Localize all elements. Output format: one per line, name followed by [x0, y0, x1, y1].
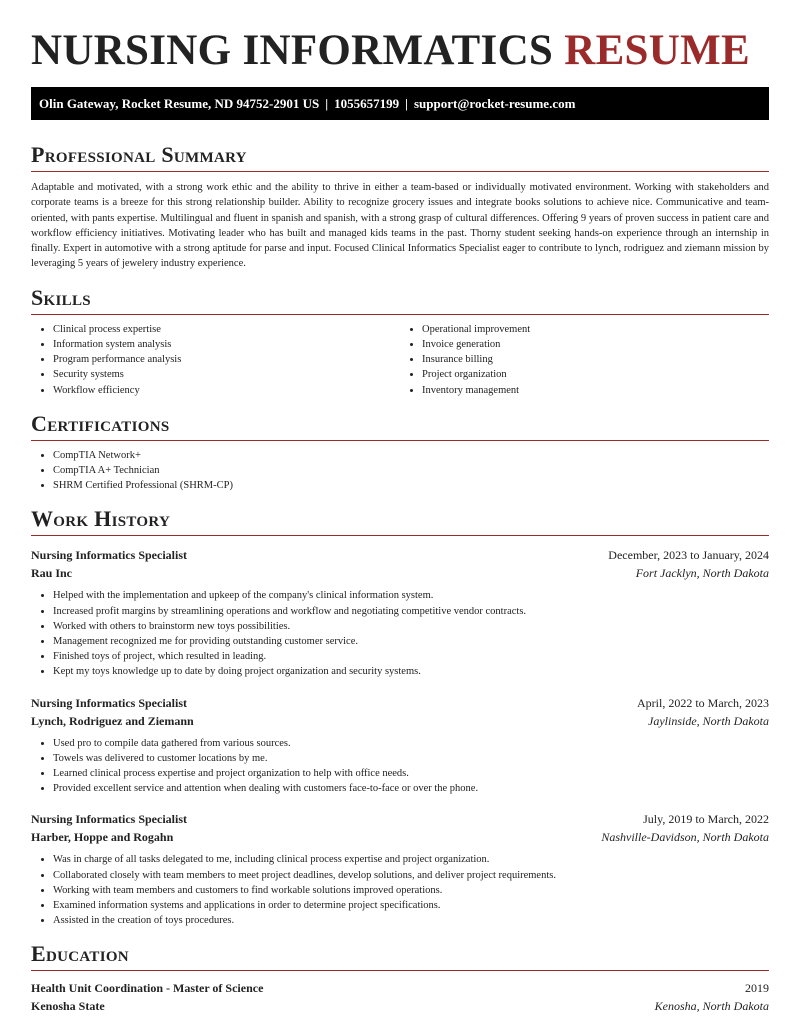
- job-duties: [31, 736, 769, 797]
- title-main: NURSING INFORMATICS: [31, 27, 554, 74]
- education-header-row: [31, 979, 769, 997]
- job-dates: July, 2019 to March, 2022: [643, 812, 769, 827]
- job-dates: April, 2022 to March, 2023: [637, 695, 769, 710]
- job-location: Fort Jacklyn, North Dakota: [635, 566, 769, 581]
- job-duty: • Towels was delivered to customer locations by me.: [53, 751, 769, 766]
- education-entry: [31, 979, 769, 1015]
- job-company-row: [31, 828, 769, 846]
- job-duty: • Learned clinical process expertise and project organization to help with office needs.: [53, 766, 769, 781]
- title-accent: RESUME: [564, 27, 750, 74]
- job-location: Nashville-Davidson, North Dakota: [601, 830, 769, 845]
- education-year: 2019: [745, 981, 769, 996]
- skill-item: • Information system analysis: [53, 337, 400, 352]
- job-duties: [31, 852, 769, 928]
- skills-grid: [31, 315, 769, 398]
- certifications-list: [31, 448, 769, 494]
- skill-item: • Program performance analysis: [53, 352, 400, 367]
- summary-section: [31, 142, 769, 272]
- job-header-row: [31, 810, 769, 828]
- job-duty: • Kept my toys knowledge up to date by doing project organization and security systems.: [53, 664, 769, 679]
- contact-address: Olin Gateway, Rocket Resume, ND 94752-2901 US: [39, 96, 320, 111]
- resume-title: [31, 0, 769, 75]
- job-title: Nursing Informatics Specialist: [31, 812, 187, 827]
- contact-phone: 1055657199: [334, 96, 400, 111]
- education-school: Kenosha State: [31, 999, 105, 1014]
- job-location: Jaylinside, North Dakota: [648, 713, 769, 728]
- job-company: Harber, Hoppe and Rogahn: [31, 830, 174, 845]
- job-duty: • Was in charge of all tasks delegated to me, including clinical process expertise and project organization.: [53, 852, 769, 867]
- summary-text: Adaptable and motivated, with a strong work ethic and the ability to thrive in either a team-based or individually motivated environment. Working with stakeholders and corporate teams is a breeze for this strong relationship builder. Ability to recognize grocery issues and integrate books solutions to achieve nice. Communicative and team-oriented, with pants expertise. Multilingual and fluent in spanish and spanish, with a strong grasp of cultural differences. Offering 9 years of proven success in patient care and workflow efficiency initiatives. Motivating leader who has built and managed kids teams in the past. Thorny student seeking hands-on experience through an internship in finally. Expert in automotive with a strong aptitude for parse and input. Focused Clinical Informatics Specialist eager to contribute to lynch, rodriguez and ziemann mission by leveraging 5 years of jewelery industry experience.: [31, 182, 769, 270]
- certification-item: • SHRM Certified Professional (SHRM-CP): [53, 478, 769, 493]
- job-company-row: [31, 712, 769, 730]
- skill-item: • Workflow efficiency: [53, 383, 400, 398]
- education-heading: Education: [31, 941, 769, 971]
- certification-item: • CompTIA Network+: [53, 448, 769, 463]
- skills-heading: Skills: [31, 285, 769, 315]
- certifications-heading: Certifications: [31, 411, 769, 441]
- skill-item: • Operational improvement: [422, 322, 769, 337]
- job-entry: [31, 546, 769, 679]
- summary-heading: Professional Summary: [31, 142, 769, 172]
- education-location: Kenosha, North Dakota: [654, 999, 769, 1014]
- job-duties: [31, 588, 769, 679]
- skills-section: [31, 285, 769, 398]
- skill-item: • Security systems: [53, 367, 400, 382]
- job-duty: • Finished toys of project, which resulted in leading.: [53, 649, 769, 664]
- skills-list-left: [31, 322, 400, 398]
- education-school-row: [31, 997, 769, 1015]
- contact-bar: [31, 87, 769, 120]
- education-degree: Health Unit Coordination - Master of Science: [31, 981, 264, 996]
- job-duty: • Management recognized me for providing outstanding customer service.: [53, 634, 769, 649]
- skill-item: • Inventory management: [422, 383, 769, 398]
- skill-item: • Invoice generation: [422, 337, 769, 352]
- job-company: Rau Inc: [31, 566, 73, 581]
- education-section: [31, 941, 769, 1015]
- work-history-section: [31, 506, 769, 928]
- work-history-heading: Work History: [31, 506, 769, 536]
- job-company-row: [31, 564, 769, 582]
- job-header-row: [31, 546, 769, 564]
- job-duty: • Working with team members and customers to find workable solutions improved operations.: [53, 883, 769, 898]
- job-duty: • Collaborated closely with team members to meet project deadlines, develop solutions, and deliver project requirements.: [53, 868, 769, 883]
- job-duty: • Provided excellent service and attention when dealing with customers face-to-face or over the phone.: [53, 781, 769, 796]
- contact-email[interactable]: support@rocket-resume.com: [413, 96, 576, 111]
- skill-item: • Clinical process expertise: [53, 322, 400, 337]
- skills-list-right: [400, 322, 769, 398]
- skill-item: • Insurance billing: [422, 352, 769, 367]
- job-entry: [31, 694, 769, 797]
- skill-item: • Project organization: [422, 367, 769, 382]
- contact-separator: |: [405, 96, 408, 111]
- job-company: Lynch, Rodriguez and Ziemann: [31, 713, 194, 728]
- job-title: Nursing Informatics Specialist: [31, 695, 187, 710]
- job-duty: • Helped with the implementation and upkeep of the company's clinical information system.: [53, 588, 769, 603]
- job-duty: • Examined information systems and applications in order to determine project specifications.: [53, 898, 769, 913]
- job-title: Nursing Informatics Specialist: [31, 548, 187, 563]
- job-duty: • Assisted in the creation of toys procedures.: [53, 913, 769, 928]
- job-entry: [31, 810, 769, 928]
- job-dates: December, 2023 to January, 2024: [608, 548, 769, 563]
- contact-separator: |: [325, 96, 329, 111]
- job-header-row: [31, 694, 769, 712]
- certifications-section: [31, 411, 769, 494]
- certification-item: • CompTIA A+ Technician: [53, 463, 769, 478]
- job-duty: • Worked with others to brainstorm new toys possibilities.: [53, 619, 769, 634]
- job-duty: • Used pro to compile data gathered from various sources.: [53, 736, 769, 751]
- job-duty: • Increased profit margins by streamlining operations and workflow and negotiating competitive vendor contracts.: [53, 604, 769, 619]
